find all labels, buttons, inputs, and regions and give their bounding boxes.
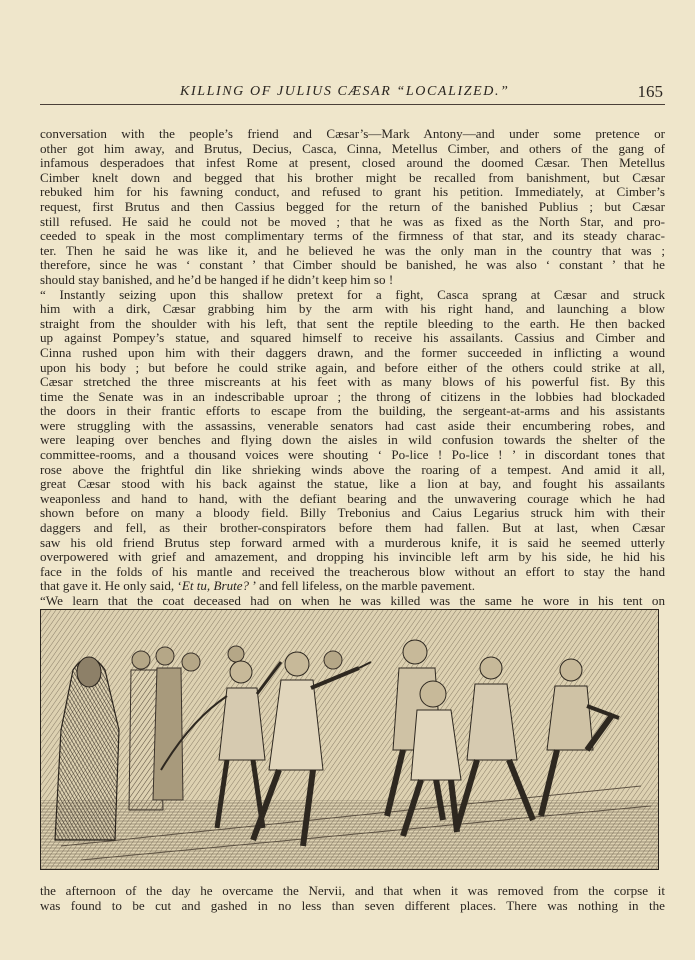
text-line: “ Instantly seizing upon this shallow pretext for a fight, Casca sprang at Cæsar and struck xyxy=(40,287,665,302)
text-line: should stay banished, and he’d be hanged if he didn’t keep him so ! xyxy=(40,272,394,287)
text-line: him with a dirk, Cæsar grabbing him by the arm with his right hand, and launching a blow xyxy=(40,302,665,317)
text-line: ceeded to speak in the most complimentary terms of the firmness of that star, and its steady charac- xyxy=(40,229,665,244)
text-line: other got him away, and Brutus, Decius, Casca, Cinna, Metellus Cimber, and others of the gang of xyxy=(40,141,665,156)
text-line: committee-rooms, and a thousand voices were shouting ‘ Po-lice ! Po-lice ! ’ in discordant tones that xyxy=(40,448,665,463)
quote-line xyxy=(40,579,665,594)
quote-line-start: that gave it. He only said, ‘ xyxy=(40,579,182,594)
text-line: infamous desperadoes that infest Rome at present, closed around the doomed Cæsar. Then Metellus xyxy=(40,156,665,171)
text-line: were struggling with the assassins, venerable senators had cast aside their encumbering robes, and xyxy=(40,418,665,433)
header-rule xyxy=(40,104,665,105)
text-line: weaponless and hand to hand, with the defiant bearing and the unwavering courage which he had xyxy=(40,491,665,506)
text-line: great Cæsar stood with his back against the statue, like a lion at bay, and fought his assailants xyxy=(40,477,665,492)
text-line: Cimber knelt down and begged that his brother might be recalled from banishment, but Cæsar xyxy=(40,170,665,185)
engraving-artwork xyxy=(41,610,658,869)
engraving-illustration xyxy=(40,609,659,870)
text-line: therefore, since he was ‘ constant ’ that Cimber should be banished, he was also ‘ constant ’ that he xyxy=(40,258,665,273)
text-line: Cæsar stretched the three miscreants at his feet with as many blows of his powerful fist. By this xyxy=(40,375,665,390)
et-tu-brute-quote: Et tu, Brute? xyxy=(181,579,250,594)
quote-line-end: ’ and fell lifeless, on the marble pavement. xyxy=(249,579,476,594)
text-line: conversation with the people’s friend and Cæsar’s—Mark Antony—and under some pretence or xyxy=(40,127,665,141)
text-line: Cinna rushed upon him with their daggers drawn, and the former succeeded in inflicting a wound xyxy=(40,345,665,360)
bottom-text xyxy=(40,884,665,913)
text-line: rebuked him for his fawning conduct, and refused to grant his petition. Immediately, at Cimber’s xyxy=(40,185,665,200)
body-text xyxy=(40,127,665,609)
text-line: request, first Brutus and then Cassius begged for the return of the banished Publius ; but Cæsar xyxy=(40,199,665,214)
text-line: ter. Then he said he was like it, and he believed he was the only man in the country that was ; xyxy=(40,243,665,258)
text-line: was found to be cut and gashed in no less than seven different places. There was nothing in the xyxy=(40,898,665,913)
text-line: rose above the frightful din like shrieking winds above the roaring of a tempest. And amid it all, xyxy=(40,462,665,477)
text-line: daggers and fell, as their brother-conspirators before them had fallen. But at last, when Cæsar xyxy=(40,521,665,536)
text-line: shown before on many a bloody field. Billy Trebonius and Caius Legarius struck him with their xyxy=(40,506,665,521)
text-line: saw his old friend Brutus step forward armed with a murderous knife, it is said he seemed utterly xyxy=(40,535,665,550)
text-line: were leaping over benches and flying down the aisles in wild confusion towards the shelter of the xyxy=(40,433,665,448)
text-line: the afternoon of the day he overcame the Nervii, and that when it was removed from the corpse it xyxy=(40,884,665,898)
page-header xyxy=(40,82,665,106)
text-line: up against Pompey’s statue, and squared himself to receive his assailants. Cassius and Cimber and xyxy=(40,331,665,346)
running-title: KILLING OF JULIUS CÆSAR “LOCALIZED.” xyxy=(180,84,510,99)
text-line: straight from the shoulder with his left, that sent the reptile bleeding to the earth. He then backed xyxy=(40,316,665,331)
text-line: the doors in their frantic efforts to escape from the building, the sergeant-at-arms and his assistants xyxy=(40,404,665,419)
text-line: face in the folds of his mantle and received the treacherous blow without an effort to stay the hand xyxy=(40,564,665,579)
text-line: still refused. He said he could not be moved ; that he was as fixed as the North Star, and pro- xyxy=(40,214,665,229)
page-number: 165 xyxy=(637,82,663,101)
text-line: “We learn that the coat deceased had on when he was killed was the same he wore in his tent on xyxy=(40,594,665,608)
text-line: time the Senate was in an indescribable uproar ; the throng of citizens in the lobbies had blockaded xyxy=(40,389,665,404)
text-line: overpowered with grief and amazement, and dropping his invincible left arm by his side, he hid his xyxy=(40,550,665,565)
text-line: upon his body ; but before he could strike again, and before either of the others could strike at all, xyxy=(40,360,665,375)
